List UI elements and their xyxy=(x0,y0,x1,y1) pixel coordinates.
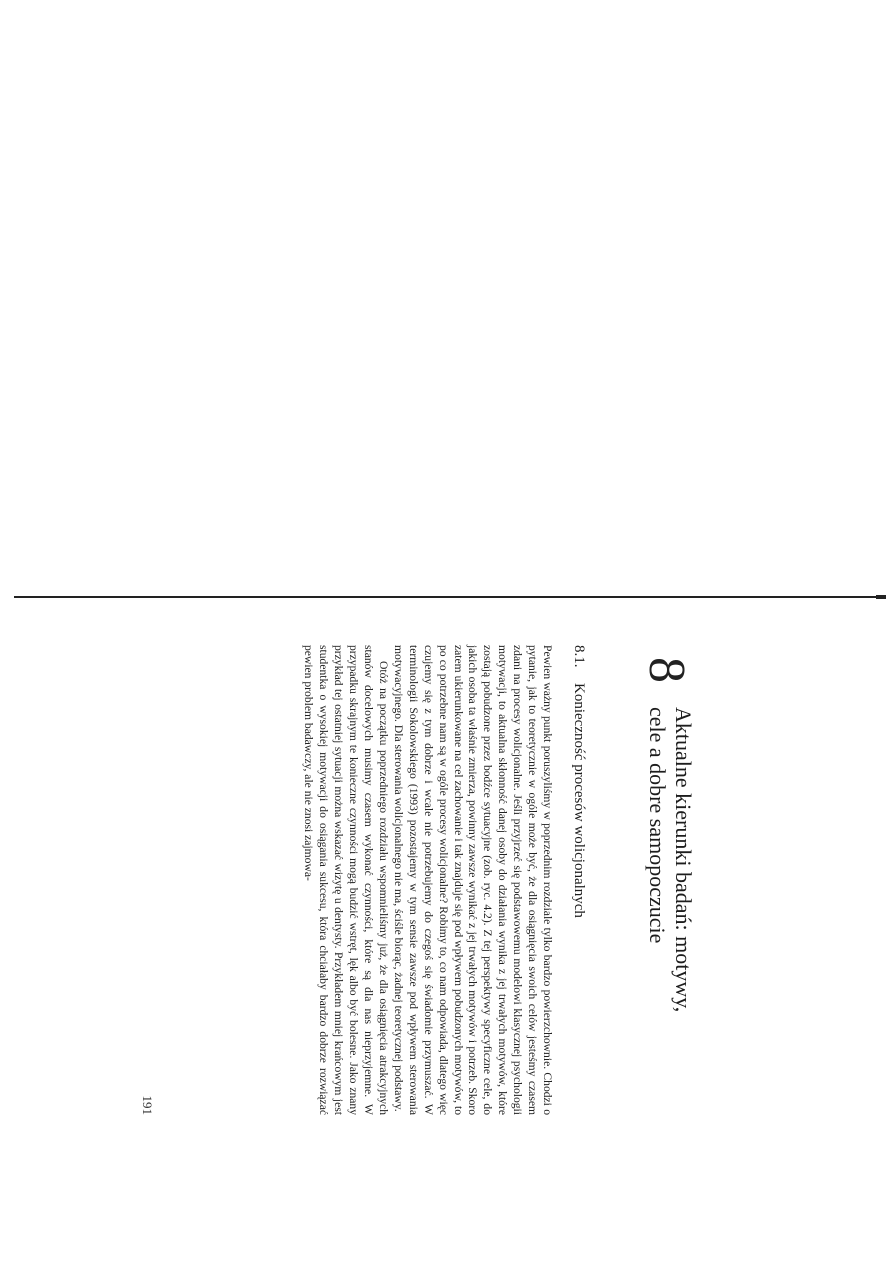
paragraph-2: Otóż na początku poprzedniego rozdziału wspomnieliśmy już, że dla osiągnięcia atrakcyjnych stanów docelowych musimy czasem wykonać czynności, które są dla nas nieprzyjemne. W przypadku skrajnym te konieczne czynności mogą budzić wstręt, lęk albo być bolesne. Jako znany przykład tej ostatniej sytuacji można wskazać wizytę u dentysty. Przykładem mniej krańcowym jest studentka o wysokiej motywacji do osiągania sukcesu, która chciałaby bardzo dobrze rozwiązać pewien problem badawczy, ale nie znosi zajmowa- xyxy=(302,645,391,1115)
rotated-page-content xyxy=(100,645,700,1125)
page-number: 191 xyxy=(140,1095,155,1115)
body-text xyxy=(301,645,554,1115)
chapter-title-line-1: Aktualne kierunki badań: motywy, xyxy=(671,707,696,1013)
section-heading xyxy=(570,645,588,1125)
chapter-title-line-2: cele a dobre samopoczucie xyxy=(645,707,670,944)
page-top-rule xyxy=(14,596,882,598)
chapter-number: 8 xyxy=(638,657,695,683)
section-title: Konieczność procesów wolicjonalnych xyxy=(571,683,587,918)
page-text-block xyxy=(100,645,700,1125)
section-number: 8.1. xyxy=(571,645,587,668)
paragraph-1: Pewien ważny punkt poruszyliśmy w poprzednim rozdziale tylko bardzo powierzchownie. Chodzi o pytanie, jak to teoretycznie w ogóle może być, że dla osiągnięcia swoich celów jesteśmy czasem zdani na procesy wolicjonalne. Jeśli przyjrzeć się podstawowemu modelowi klasycznej psychologii motywacji, to aktualna skłonność danej osoby do działania wynika z jej trwałych motywów, które zostają pobudzone przez bodźce sytuacyjne (zob. ryc. 4.2). Z tej perspektywy specyficzne cele, do jakich osoba ta właśnie zmierza, powinny zawsze wynikać z jej trwałych motywów i potrzeb. Skoro zatem ukierunkowane na cel zachowanie i tak znajduje się pod wpływem pobudzonych motywów, to po co potrzebne nam są w ogóle procesy wolicjonalne? Robimy to, co nam odpowiada, dlatego więc czujemy się z tym dobrze i wcale nie potrzebujemy do czegoś się świadomie przymuszać. W terminologii Sokolowskiego (1993) pozostajemy w tym sensie zawsze pod wpływem sterowania motywacyjnego. Dla sterowania wolicjonalnego nie ma, ściśle biorąc, żadnej teoretycznej podstawy. xyxy=(391,645,554,1115)
chapter-title xyxy=(644,707,696,1087)
